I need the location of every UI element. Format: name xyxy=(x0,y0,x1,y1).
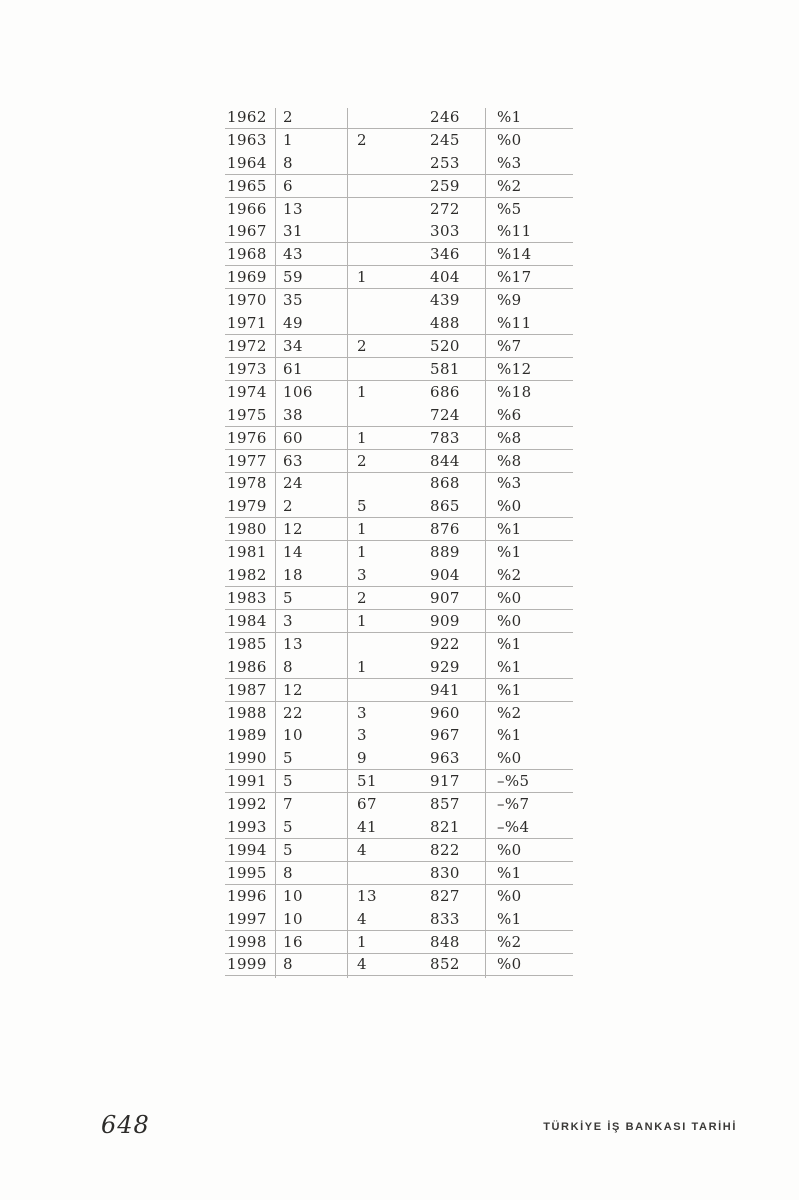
column-divider xyxy=(485,108,486,978)
percent-cell: %3 xyxy=(497,474,522,493)
value1-cell: 5 xyxy=(283,588,293,607)
year-cell: 1991 xyxy=(227,772,267,791)
value1-cell: 12 xyxy=(283,680,303,699)
value1-cell: 43 xyxy=(283,245,303,264)
percent-cell: %2 xyxy=(497,703,522,722)
percent-cell: %11 xyxy=(497,222,532,241)
value1-cell: 60 xyxy=(283,428,303,447)
table-row xyxy=(225,358,573,381)
percent-cell: %6 xyxy=(497,405,522,424)
table-row xyxy=(225,152,573,175)
percent-cell: %0 xyxy=(497,749,522,768)
table-row xyxy=(225,289,573,312)
total-cell: 404 xyxy=(430,268,460,287)
percent-cell: %1 xyxy=(497,863,522,882)
value1-cell: 13 xyxy=(283,634,303,653)
total-cell: 783 xyxy=(430,428,460,447)
total-cell: 922 xyxy=(430,634,460,653)
page-number: 648 xyxy=(101,1111,150,1139)
percent-cell: %0 xyxy=(497,886,522,905)
column-divider xyxy=(347,108,348,978)
table-row xyxy=(225,312,573,335)
value2-cell: 41 xyxy=(357,818,377,837)
percent-cell: %9 xyxy=(497,291,522,310)
value2-cell: 9 xyxy=(357,749,367,768)
value2-cell: 1 xyxy=(357,932,367,951)
yearly-data-table xyxy=(225,106,573,978)
table-row xyxy=(225,793,573,816)
percent-cell: %2 xyxy=(497,566,522,585)
percent-cell: %0 xyxy=(497,840,522,859)
year-cell: 1999 xyxy=(227,955,267,974)
year-cell: 1965 xyxy=(227,176,267,195)
year-cell: 1962 xyxy=(227,107,267,126)
value2-cell: 2 xyxy=(357,130,367,149)
value1-cell: 10 xyxy=(283,886,303,905)
percent-cell: %1 xyxy=(497,107,522,126)
value1-cell: 2 xyxy=(283,497,293,516)
total-cell: 488 xyxy=(430,314,460,333)
year-cell: 1977 xyxy=(227,451,267,470)
value2-cell: 1 xyxy=(357,611,367,630)
total-cell: 941 xyxy=(430,680,460,699)
value1-cell: 2 xyxy=(283,107,293,126)
value1-cell: 3 xyxy=(283,611,293,630)
table-row xyxy=(225,816,573,839)
total-cell: 960 xyxy=(430,703,460,722)
total-cell: 904 xyxy=(430,566,460,585)
table-row xyxy=(225,221,573,244)
year-cell: 1966 xyxy=(227,199,267,218)
percent-cell: %0 xyxy=(497,955,522,974)
book-title: TÜRKİYE İŞ BANKASI TARİHİ xyxy=(543,1121,737,1133)
value2-cell: 1 xyxy=(357,268,367,287)
table-rows xyxy=(225,106,573,976)
value2-cell: 1 xyxy=(357,428,367,447)
percent-cell: %1 xyxy=(497,726,522,745)
total-cell: 303 xyxy=(430,222,460,241)
percent-cell: %1 xyxy=(497,657,522,676)
percent-cell: –%5 xyxy=(497,772,530,791)
total-cell: 857 xyxy=(430,795,460,814)
table-row xyxy=(225,243,573,266)
percent-cell: %0 xyxy=(497,130,522,149)
value1-cell: 8 xyxy=(283,153,293,172)
percent-cell: %3 xyxy=(497,153,522,172)
year-cell: 1986 xyxy=(227,657,267,676)
percent-cell: %14 xyxy=(497,245,532,264)
year-cell: 1979 xyxy=(227,497,267,516)
percent-cell: %2 xyxy=(497,176,522,195)
total-cell: 686 xyxy=(430,382,460,401)
table-row xyxy=(225,702,573,725)
value1-cell: 106 xyxy=(283,382,313,401)
value1-cell: 59 xyxy=(283,268,303,287)
value1-cell: 8 xyxy=(283,863,293,882)
year-cell: 1990 xyxy=(227,749,267,768)
value1-cell: 14 xyxy=(283,543,303,562)
table-row xyxy=(225,908,573,931)
table-row xyxy=(225,541,573,564)
value1-cell: 18 xyxy=(283,566,303,585)
total-cell: 929 xyxy=(430,657,460,676)
year-cell: 1984 xyxy=(227,611,267,630)
year-cell: 1993 xyxy=(227,818,267,837)
year-cell: 1994 xyxy=(227,840,267,859)
table-row xyxy=(225,450,573,473)
total-cell: 246 xyxy=(430,107,460,126)
year-cell: 1963 xyxy=(227,130,267,149)
year-cell: 1981 xyxy=(227,543,267,562)
value2-cell: 2 xyxy=(357,337,367,356)
value1-cell: 8 xyxy=(283,955,293,974)
value1-cell: 5 xyxy=(283,840,293,859)
percent-cell: –%7 xyxy=(497,795,530,814)
year-cell: 1970 xyxy=(227,291,267,310)
table-row xyxy=(225,404,573,427)
total-cell: 827 xyxy=(430,886,460,905)
percent-cell: –%4 xyxy=(497,818,530,837)
year-cell: 1998 xyxy=(227,932,267,951)
total-cell: 876 xyxy=(430,520,460,539)
value2-cell: 1 xyxy=(357,657,367,676)
percent-cell: %8 xyxy=(497,428,522,447)
year-cell: 1989 xyxy=(227,726,267,745)
value1-cell: 61 xyxy=(283,359,303,378)
table-row xyxy=(225,335,573,358)
total-cell: 259 xyxy=(430,176,460,195)
table-row xyxy=(225,656,573,679)
total-cell: 917 xyxy=(430,772,460,791)
value2-cell: 1 xyxy=(357,520,367,539)
total-cell: 724 xyxy=(430,405,460,424)
percent-cell: %0 xyxy=(497,497,522,516)
value2-cell: 3 xyxy=(357,566,367,585)
total-cell: 967 xyxy=(430,726,460,745)
percent-cell: %1 xyxy=(497,520,522,539)
table-row xyxy=(225,106,573,129)
table-row xyxy=(225,427,573,450)
value1-cell: 6 xyxy=(283,176,293,195)
year-cell: 1985 xyxy=(227,634,267,653)
table-row xyxy=(225,633,573,656)
year-cell: 1969 xyxy=(227,268,267,287)
total-cell: 439 xyxy=(430,291,460,310)
table-row xyxy=(225,129,573,152)
total-cell: 822 xyxy=(430,840,460,859)
percent-cell: %7 xyxy=(497,337,522,356)
year-cell: 1967 xyxy=(227,222,267,241)
value1-cell: 12 xyxy=(283,520,303,539)
value1-cell: 13 xyxy=(283,199,303,218)
total-cell: 830 xyxy=(430,863,460,882)
value1-cell: 5 xyxy=(283,818,293,837)
value2-cell: 3 xyxy=(357,703,367,722)
value2-cell: 1 xyxy=(357,543,367,562)
table-row xyxy=(225,679,573,702)
value1-cell: 16 xyxy=(283,932,303,951)
table-row xyxy=(225,473,573,496)
value1-cell: 38 xyxy=(283,405,303,424)
value2-cell: 51 xyxy=(357,772,377,791)
year-cell: 1988 xyxy=(227,703,267,722)
year-cell: 1968 xyxy=(227,245,267,264)
table-row xyxy=(225,518,573,541)
value2-cell: 67 xyxy=(357,795,377,814)
table-row xyxy=(225,747,573,770)
year-cell: 1983 xyxy=(227,588,267,607)
total-cell: 581 xyxy=(430,359,460,378)
year-cell: 1974 xyxy=(227,382,267,401)
value1-cell: 1 xyxy=(283,130,293,149)
table-row xyxy=(225,885,573,908)
value1-cell: 10 xyxy=(283,909,303,928)
year-cell: 1971 xyxy=(227,314,267,333)
table-row xyxy=(225,381,573,404)
total-cell: 909 xyxy=(430,611,460,630)
percent-cell: %18 xyxy=(497,382,532,401)
value1-cell: 8 xyxy=(283,657,293,676)
table-row xyxy=(225,610,573,633)
total-cell: 253 xyxy=(430,153,460,172)
year-cell: 1987 xyxy=(227,680,267,699)
year-cell: 1972 xyxy=(227,337,267,356)
value2-cell: 4 xyxy=(357,909,367,928)
total-cell: 868 xyxy=(430,474,460,493)
value2-cell: 1 xyxy=(357,382,367,401)
year-cell: 1973 xyxy=(227,359,267,378)
value2-cell: 13 xyxy=(357,886,377,905)
table-row xyxy=(225,198,573,221)
percent-cell: %1 xyxy=(497,543,522,562)
percent-cell: %0 xyxy=(497,588,522,607)
total-cell: 346 xyxy=(430,245,460,264)
percent-cell: %1 xyxy=(497,680,522,699)
total-cell: 889 xyxy=(430,543,460,562)
value2-cell: 3 xyxy=(357,726,367,745)
table-row xyxy=(225,587,573,610)
value1-cell: 49 xyxy=(283,314,303,333)
total-cell: 821 xyxy=(430,818,460,837)
total-cell: 245 xyxy=(430,130,460,149)
percent-cell: %17 xyxy=(497,268,532,287)
value1-cell: 7 xyxy=(283,795,293,814)
year-cell: 1997 xyxy=(227,909,267,928)
year-cell: 1975 xyxy=(227,405,267,424)
value1-cell: 5 xyxy=(283,772,293,791)
value1-cell: 63 xyxy=(283,451,303,470)
value2-cell: 2 xyxy=(357,588,367,607)
value2-cell: 2 xyxy=(357,451,367,470)
percent-cell: %2 xyxy=(497,932,522,951)
table-row xyxy=(225,770,573,793)
value1-cell: 24 xyxy=(283,474,303,493)
percent-cell: %8 xyxy=(497,451,522,470)
value1-cell: 5 xyxy=(283,749,293,768)
value2-cell: 4 xyxy=(357,840,367,859)
value1-cell: 10 xyxy=(283,726,303,745)
year-cell: 1980 xyxy=(227,520,267,539)
table-row xyxy=(225,954,573,977)
table-row xyxy=(225,175,573,198)
total-cell: 852 xyxy=(430,955,460,974)
total-cell: 272 xyxy=(430,199,460,218)
percent-cell: %5 xyxy=(497,199,522,218)
year-cell: 1964 xyxy=(227,153,267,172)
table-row xyxy=(225,564,573,587)
percent-cell: %1 xyxy=(497,634,522,653)
table-row xyxy=(225,495,573,518)
value1-cell: 35 xyxy=(283,291,303,310)
value1-cell: 31 xyxy=(283,222,303,241)
table-row xyxy=(225,839,573,862)
percent-cell: %1 xyxy=(497,909,522,928)
value2-cell: 5 xyxy=(357,497,367,516)
year-cell: 1978 xyxy=(227,474,267,493)
table-row xyxy=(225,931,573,954)
year-cell: 1995 xyxy=(227,863,267,882)
year-cell: 1976 xyxy=(227,428,267,447)
column-divider xyxy=(275,108,276,978)
percent-cell: %11 xyxy=(497,314,532,333)
total-cell: 848 xyxy=(430,932,460,951)
total-cell: 520 xyxy=(430,337,460,356)
percent-cell: %0 xyxy=(497,611,522,630)
percent-cell: %12 xyxy=(497,359,532,378)
value1-cell: 22 xyxy=(283,703,303,722)
year-cell: 1996 xyxy=(227,886,267,905)
total-cell: 844 xyxy=(430,451,460,470)
total-cell: 907 xyxy=(430,588,460,607)
table-row xyxy=(225,266,573,289)
table-row xyxy=(225,724,573,747)
total-cell: 865 xyxy=(430,497,460,516)
total-cell: 963 xyxy=(430,749,460,768)
year-cell: 1982 xyxy=(227,566,267,585)
table-row xyxy=(225,862,573,885)
value2-cell: 4 xyxy=(357,955,367,974)
year-cell: 1992 xyxy=(227,795,267,814)
total-cell: 833 xyxy=(430,909,460,928)
value1-cell: 34 xyxy=(283,337,303,356)
